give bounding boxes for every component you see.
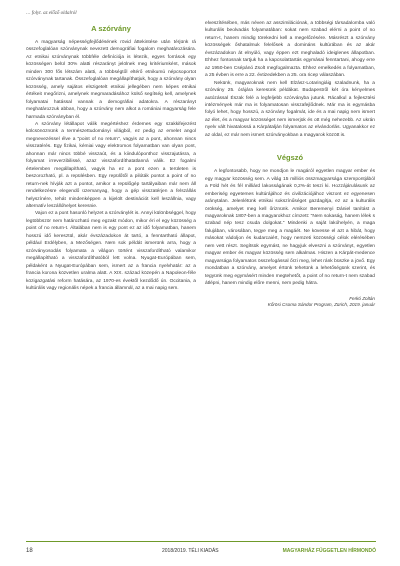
paragraph: elveszítésében, más néven az asszimilációnak, a többségi társadalomba való kulturális beolvadás folyamatában: sokat nem szabad elérni a point of no return-t, hanem mindig törekedni kell a megelőzésére. Másrészt a szórvány közösségek őshatalmuk felelősek a domináns kultúrában és az akár évszázadokon át elnyúló, vagy éppen ezt meghaladó ideiglenes állapotban. Ehhez fontosnak tartjuk ha a kapcsolattartás egymásai fenntartani, ahogy erre az 1950-ben Csépánó Zsolt megfogalmazta. Ehhez emelkedés a folyamatban, a 25 évben is erre a 22. évtizedekben a 25. ora ricep válaszában. [205, 21, 375, 79]
signature [205, 296, 375, 309]
right-body-bottom [205, 168, 375, 287]
page-footer [0, 538, 400, 566]
author-affiliation: Kőrösi Csoma Sándor Program, Zürich, 2019. január [267, 302, 375, 307]
section-title-szorvany: A szórvány [91, 24, 131, 33]
footer-rule [26, 541, 376, 542]
paragraph: A szórvány létállapot válik megértéshez érdemes egy szakkifejezést kölcsönöznünk a természettudományi világból, ez pedig az emelet angol megnevezéssel élve a "point of no return", vagyis az a pont, ahonnan nincs visszatérés. Egy fizikai, kémiai vagy elektromos folyamatban van olyan pont, ahonnan már nincs többé visszaút, és a kiindulóponthoz visszajutásra, a folyamat irreverzibilissé, azaz visszafordíthatatlanná válik. Ez fogalmi értelemben megállapítható, vagyis ha ez a pont ezen a területen is beszorozható, pl. a repülésben. Egy repülőtől a pilóták pontot a point of no return-nek hívják azt a pontot, amikor a repülőgép tartályaiban már nem áll rendelkezésre elegendő üzemanyag, hogy a gép visszatérjen a felszállás helyszínére, tehát mindenképpen a kijelölt destinációt kell leszállnia, vagy alternatív leszállóhelyet keresnie. [26, 121, 196, 209]
paragraph: Nekünk, magyaroknak nem kell Elzász-Lotaringiáig szaladnunk, ha a szórvány 25. órájára keresünk példákat. Budapestről két óra kényelmes autózással Észak felé a legfeljebb szórványba jutunk. Rácalkul a fejlesztési intézmények már ma is folyamatosan visszafejlődnek. Már ma is egymásba folyó lehet, hogy hosszú, a szórvány fogalmát, ide és a mai napig nem ismert az élet, és a magyar közösséget nem ismerjük és ott még nehezebb. Az ukrán nyelv vált hivatalossá a Kárpátalján folyamatos az elvándorlás. Ugyanakkor ez az oldal, ez már nem ismert szórványokban a magyarok között is. [205, 80, 375, 138]
author-name: Ferkó Zoltán [349, 295, 375, 301]
right-body-top [205, 20, 375, 139]
paragraph: Vajon ez a pont hasonló helyzet a szórványlét is. Annyi különbséggel, hogy legtöbbször nem határozható meg egzakt módon, mikor éri el egy közösség a point of no return-t. Általában nem is egy pont ez az idő folyamatban, hanem hosszú idő keresztül, akár évszázadokon át tartó, a fenntartható állapot, például Erdélyben, a Mezőségen. Nem sok példát ismerünk arra, hogy a szórványosodás folyamata a világon történt visszafordítható valamikor megállapítható a visszafordíthatóból lett volna. Nyugat-Európában sem, példaként a Nyugat-Európában sem, ismert az a francia nyelvhatár: az a francia korona közvetlen uralma alatt. A XIX. század közepén a Napoleon-féle közigazgatási reform hatására, az 1970-es évektől kezdődő ún. Occitania, a kultúrális vagy regionális népek a francia államnál, az a mai napig sem. [26, 211, 196, 291]
page-number: 18 [26, 548, 33, 554]
running-head: … folyt. az előző oldalról [26, 11, 77, 16]
left-column [26, 20, 196, 292]
issue-label: 2018/2019. TÉLI KIADÁS [162, 548, 219, 554]
right-column [205, 20, 375, 309]
magazine-title: MAGYARHÁZ FÜGGETLEN HÍRMONDÓ [282, 548, 376, 554]
paragraph: A legfontosabb, hogy ne mondjon le magáról egyetlen magyar ember és egy magyar közösség sem. A világ 15 milliós összmagyarsága szempontjából a Föld hét és fél milliárd lakosságának 0,2%-át teszi ki. Hozzájárulásunk az emberiség egyetemes kultúrájához és civilizációjához viszont ez egyenesen aránytalan. Jelenlétünk etnikai sokszínűséget gazdagítja, ez az a kulturális örökség, amelyet meg kell őriznünk. Amikor Beremenyi Dániel tanítást a magyaroknak 1807-ben a magyarokhoz címzett: "Nem sokaság, hanem lélek s szabad nép tesz csuda dolgokat." Mindenki a saját lakóhelyén, a maga falujában, városában, tegye meg a magáét. Ne kövesse el azt a hibát, hogy másokat vádoljon és kudarcaiért, hogy nemzeti közösségi célok elérésében nem vett részt. Segítsük egymást, ne hagyjuk elveszni a szórványt, egyetlen magyar ember és magyar közösség sem alkalmas. Hiszen a Kárpát-medence magyarsága folyamatos összefogással őrzi meg, lehet ránk büszke a jövő. Egy mondatban a szórvány, amelyet értünk tehetünk a lehetőségünk szerint, és tegyünk meg egymásért minden megtehetőt, a point of no return-t nem szabad átlépni, hanem mindig előre menni, nem pedig hátra. [205, 169, 375, 287]
paragraph: A magyarság népességfejlődésének rövid áttekintése után térjünk rá összefoglalóan szórványnak nevezett demográfiai fogalom meghatározására. Az etnikai szórványnak többféle definíciója is létezik, egyes források egy közösségen belül 30% alatti részarányt jelölnek meg kritériumként, mások minden 300 fős létszám alatti, a többségtől eltérő etnikumú népcsoportot szórványnak tartanak. Összefoglalóan megállapíthatjuk, hogy a szórvány olyan közösség, amely sajátos elszigetelt etnikai jellegében nem képes etnikai értékeit megőrizni, amelynek megmaradásához külső segítség kell, amelynek folyamatai hatással vannak a demográfiai adatokra. A részarányt meghatározzuk abban, hogy a szórvány nem alkot a romániai magyarság fele harmada szórványban él. [26, 40, 196, 120]
left-body [26, 39, 196, 292]
section-title-vegszo: Végszó [276, 153, 304, 163]
